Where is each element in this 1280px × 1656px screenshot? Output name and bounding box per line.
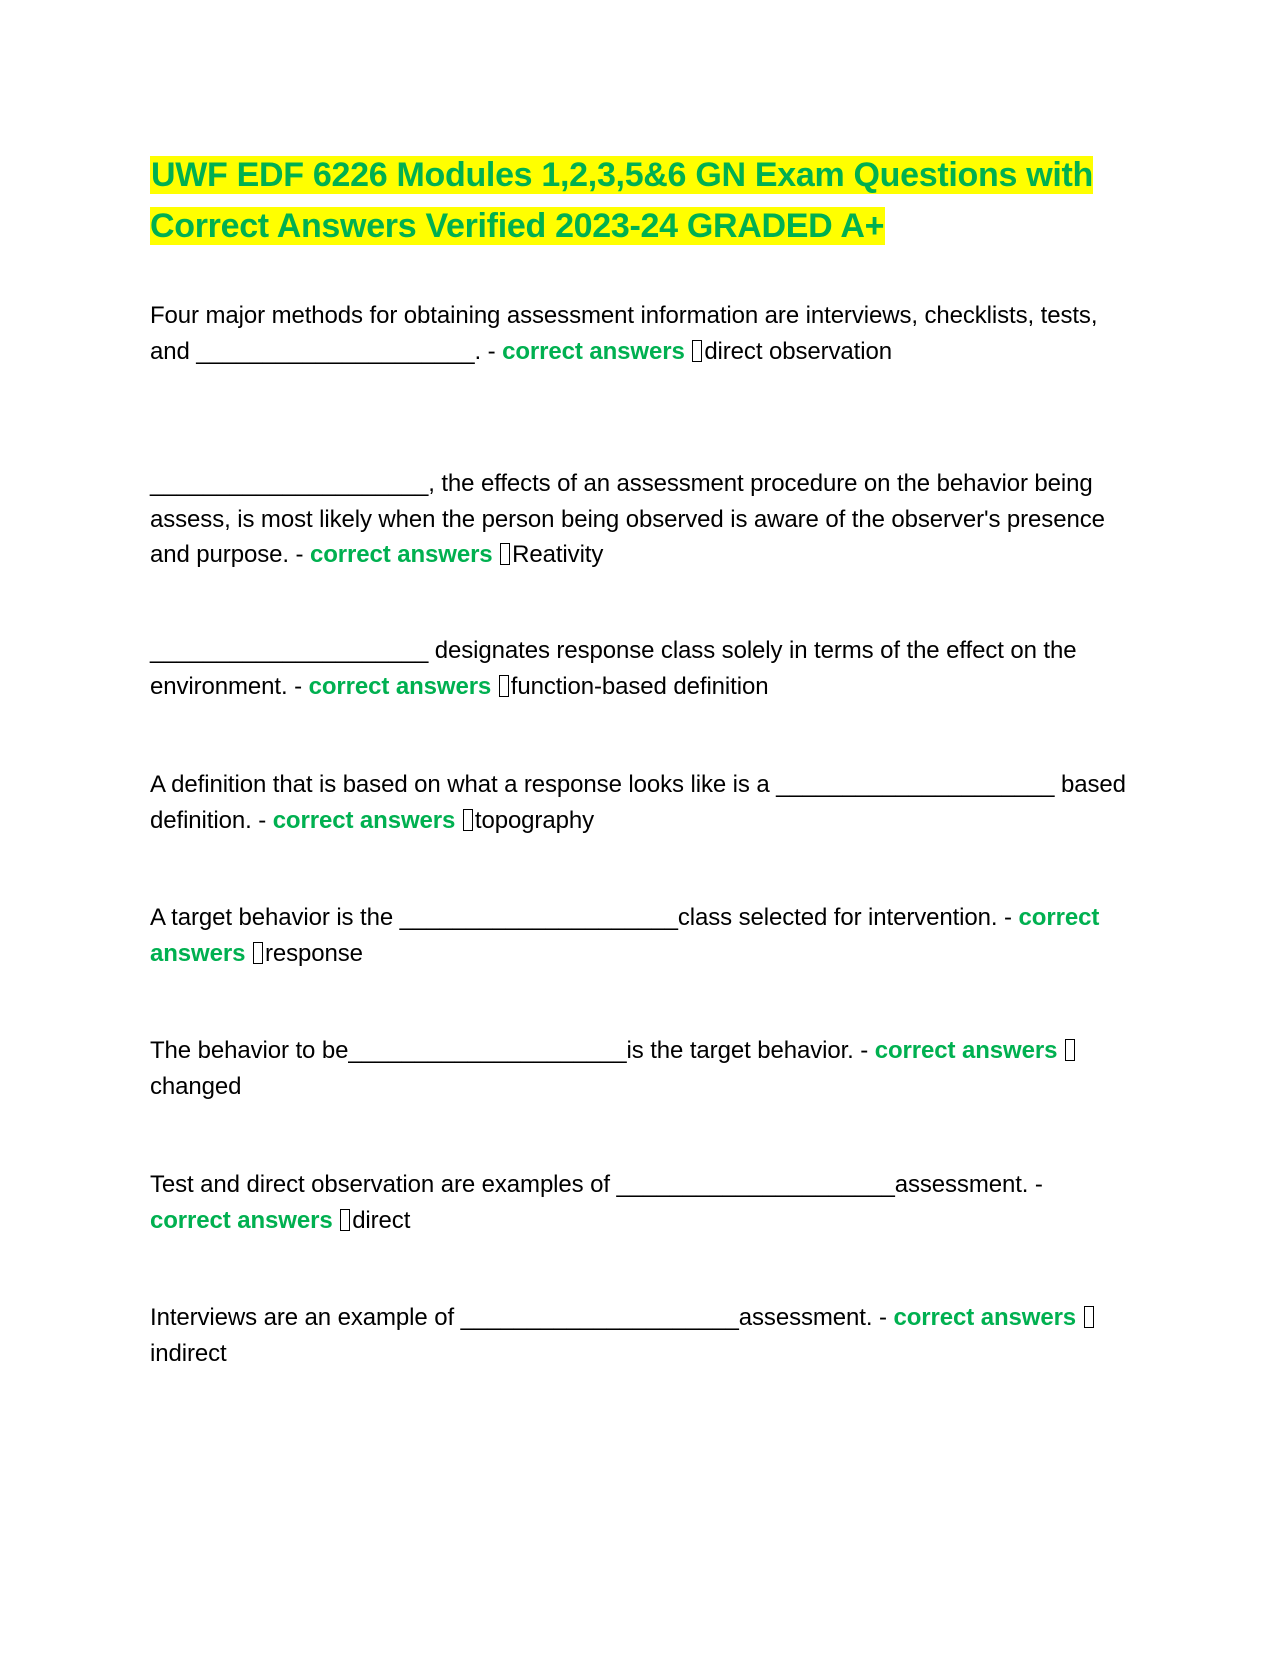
question-text: _____________________, the effects of an assessment procedure on the behavior being assess, is most likely when the person being observed is aware of the observer's presence and purpose. - (150, 470, 1105, 568)
qa-item-1 (150, 298, 1130, 369)
question-text: Four major methods for obtaining assessment information are interviews, checklists, tests, and _____________________. - (150, 302, 1098, 365)
missing-glyph-icon (1084, 1306, 1094, 1328)
answer-text: function-based definition (510, 672, 769, 700)
answer-label: correct answers (309, 541, 493, 568)
document-title (150, 150, 1110, 252)
qa-item-6 (150, 1033, 1130, 1104)
qa-item-7 (150, 1167, 1130, 1238)
answer-label: correct answers (893, 1304, 1077, 1331)
missing-glyph-icon (253, 942, 263, 964)
question-text: A target behavior is the _____________________class selected for intervention. - (150, 904, 1012, 931)
answer-label: correct answers (502, 337, 685, 365)
missing-glyph-icon (692, 340, 702, 362)
missing-glyph-icon (500, 543, 510, 565)
answer-text: changed (150, 1072, 242, 1100)
title-highlight: UWF EDF 6226 Modules 1,2,3,5&6 GN Exam Questions with Correct Answers Verified 2023-24 GRADED A+ (150, 156, 1094, 245)
missing-glyph-icon (1065, 1039, 1075, 1061)
answer-text: Reativity (512, 541, 604, 568)
qa-item-8 (150, 1300, 1130, 1371)
answer-text: topography (474, 806, 594, 834)
qa-item-5 (150, 900, 1130, 971)
answer-text: direct observation (704, 337, 892, 365)
missing-glyph-icon (340, 1209, 350, 1231)
question-text: Interviews are an example of _____________________assessment. - (150, 1304, 887, 1331)
answer-text: indirect (150, 1339, 227, 1367)
answer-label: correct answers (272, 806, 456, 834)
answer-text: response (264, 939, 363, 967)
question-text: The behavior to be_____________________is the target behavior. - (150, 1037, 869, 1064)
answer-label: correct answers (308, 672, 492, 700)
missing-glyph-icon (463, 809, 473, 831)
qa-item-2 (150, 466, 1130, 573)
missing-glyph-icon (499, 675, 509, 697)
answer-label: correct answers (874, 1037, 1058, 1064)
answer-label: correct answers (150, 1206, 333, 1234)
question-text: Test and direct observation are examples of _____________________assessment. - (150, 1171, 1043, 1198)
qa-item-4 (150, 767, 1130, 838)
answer-label: correct answers (150, 904, 1100, 967)
answer-text: direct (352, 1206, 411, 1234)
question-text: A definition that is based on what a response looks like is a _____________________ based definition. - (150, 771, 1126, 834)
question-text: _____________________ designates response class solely in terms of the effect on the environment. - (150, 637, 1077, 700)
qa-item-3 (150, 633, 1130, 704)
